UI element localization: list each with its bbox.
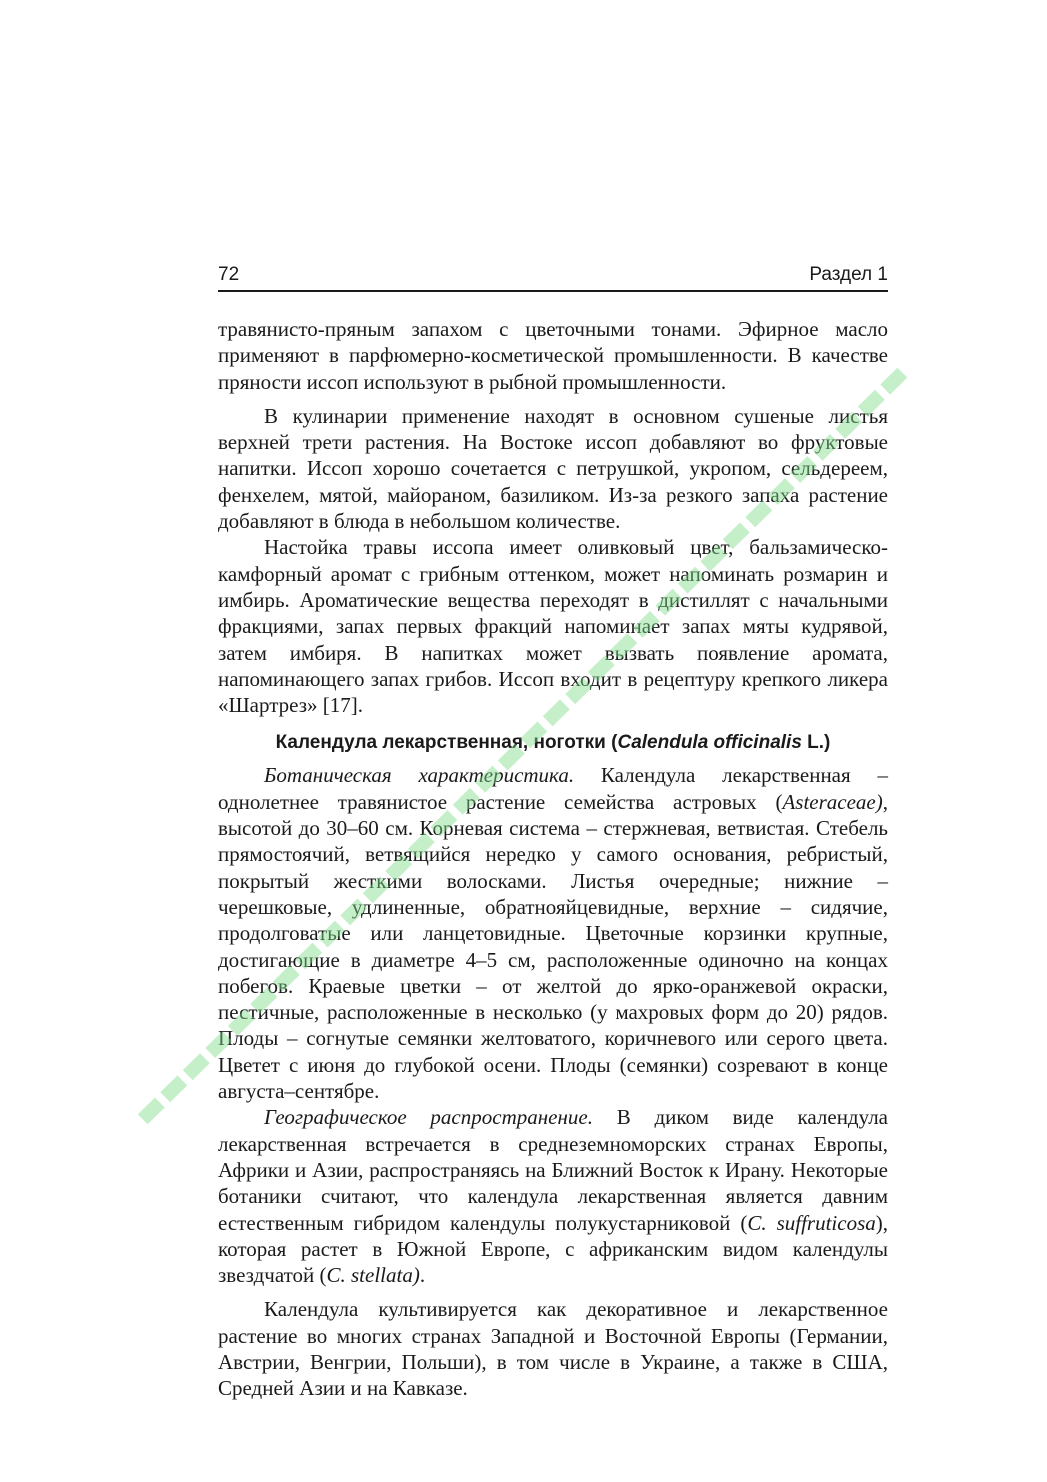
paragraph-botanical [218, 762, 888, 1104]
section-label: Раздел 1 [809, 264, 888, 285]
paragraph-continuation: травянисто-пряным запахом с цветочными тонами. Эфирное масло применяют в парфюмерно-косметической промышленности. В качестве пряности иссоп используют в рыбной промышленности. [218, 317, 888, 394]
paragraph-geographic [218, 1104, 888, 1288]
botanical-label: Ботаническая характеристика. [264, 763, 575, 788]
watermark-dash [138, 1097, 165, 1124]
body-text [218, 316, 888, 1402]
paragraph-tincture: Настойка травы иссопа имеет оливковый цвет, бальзамическо-камфорный аромат с грибным оттенком, может напоминать розмарин и имбирь. Ароматические вещества переходят в дистиллят с начальными фракциями, запах первых фракций напоминает запах мяты кудрявой, затем имбиря. В напитках может вызвать появление аромата, напоминающего запах грибов. Иссоп входит в рецептуру крепкого ликера «Шартрез» [17]. [218, 535, 888, 718]
heading-author: L.) [801, 732, 831, 754]
botanical-family: Asteraceae) [782, 789, 883, 814]
botanical-text-2: , высотой до 30–60 см. Корневая система – стержневая, ветвистая. Стебель прямостоячий, ветвящийся нередко у самого основания, ребристый, покрытый жесткими волосками. Листья очередные; нижние – черешковые, удлиненные, обратнояйцевидные, верхние – сидячие, продолговатые или ланцетовидные. Цветочные корзинки крупные, достигающие в диаметре 4–5 см, расположенные одиночно на концах побегов. Краевые цветки – от желтой до ярко-оранжевой окраски, пестичные, расположенные в несколько (у махровых форм до 20) рядов. Плоды – согнутые семянки желтоватого, коричневого или серого цвета. Цветет с июня до глубокой осени. Плоды (семянки) созревают в конце августа–сентябре. [218, 789, 888, 1104]
running-head [218, 262, 888, 292]
watermark-dash [183, 1053, 210, 1080]
geographic-text-2: ), которая растет в Южной Европе, с африканским видом календулы звездчатой ( [218, 1210, 888, 1288]
section-heading-calendula [218, 730, 888, 756]
paragraph-cultivation: Календула культивируется как декоративное и лекарственное растение во многих странах Западной и Восточной Европы (Германии, Австрии, Венгрии, Польши), в том числе в Украине, а также в США, Средней Азии и на Кавказе. [218, 1297, 888, 1401]
geographic-label: Географическое распространение. [264, 1105, 593, 1130]
botanical-text-1: Календула лекарственная – однолетнее травянистое растение семейства астровых ( [218, 763, 888, 814]
heading-text: Календула лекарственная, ноготки ( [275, 732, 618, 754]
heading-latin-name: Calendula officinalis [617, 732, 802, 754]
paragraph-culinary: В кулинарии применение находят в основном сушеные листья верхней трети растения. На Востоке иссоп добавляют во фруктовые напитки. Иссоп хорошо сочетается с петрушкой, укропом, сельдереем, фенхелем, мятой, майораном, базиликом. Из-за резкого запаха растение добавляют в блюда в небольшом количестве. [218, 403, 888, 534]
page-number: 72 [218, 264, 240, 285]
watermark-dash [160, 1075, 187, 1102]
geographic-text-3: . [419, 1263, 426, 1288]
geographic-text-1: В диком виде календула лекарственная встречается в среднеземноморских странах Европы, Африки и Азии, распространяясь на Ближний Восток к Ирану. Некоторые ботаники считают, что календула лекарственная является давним естественным гибридом календулы полукустарниковой ( [218, 1105, 888, 1235]
geographic-species-2: C. stellata) [326, 1263, 420, 1288]
geographic-species-1: C. suffruticosa [747, 1210, 876, 1235]
